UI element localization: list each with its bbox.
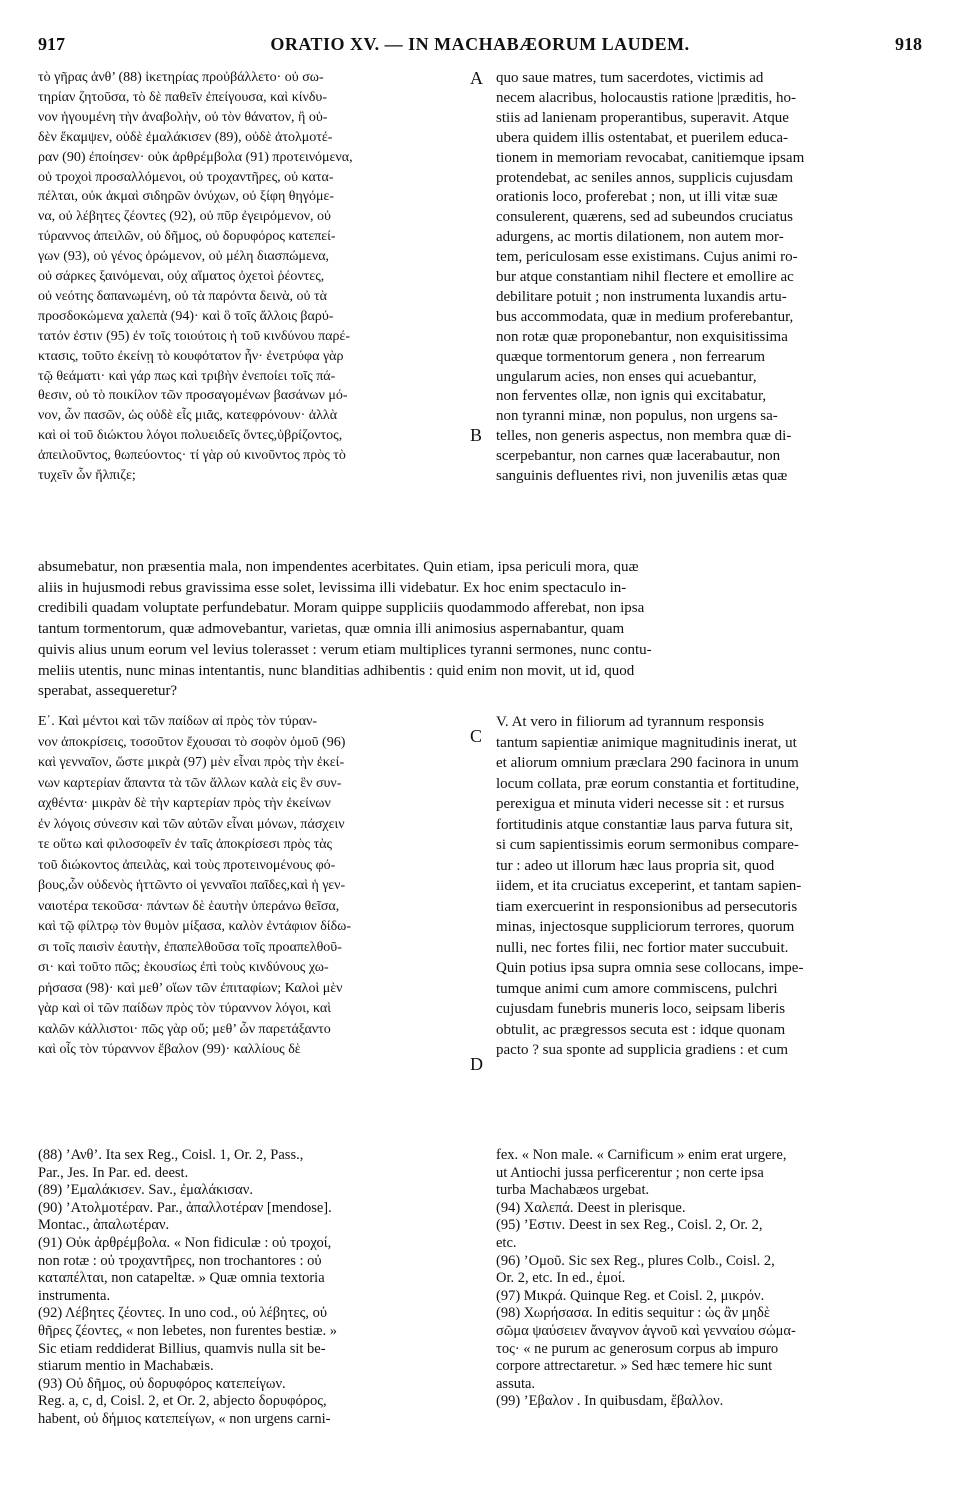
footnote-line: (92) Λέβητες ζέοντες. In uno cod., οὐ λέβητες, οὐ <box>38 1305 327 1322</box>
greek-text-line: νον ἡγουμένη τὴν ἀναβολὴν, οὐ τὸν θάνατον, ἢ οὐ- <box>38 109 328 125</box>
greek-text-line: γων (93), οὐ γένος ὁρώμενον, οὐ μέλη διασπώμενα, <box>38 249 330 265</box>
greek-text-line: ναιοτέρα τεκοῦσα· πάντων δὲ ἑαυτὴν ὑπεράνω θεῖσα, <box>38 898 340 914</box>
footnote-line: (98) Χωρήσασα. In editis sequitur : ὡς ἂν μηδὲ <box>496 1305 770 1322</box>
latin-text-line: minas, injectosque suppliciorum terrores, quorum <box>496 919 795 935</box>
greek-text-line: ἀπειλοῦντος, θωπεύοντος· τί γὰρ οὐ κινοῦντος πρὸς τὸ <box>38 448 346 464</box>
latin-text-line: non ferventes ollæ, non ignis qui excitabatur, <box>496 388 767 405</box>
latin-text-line: adurgens, ac mortis dilationem, non autem mor- <box>496 229 784 246</box>
greek-text-line: τὸ γῆρας ἀνθ’ (88) ἱκετηρίας προὐβάλλετο· οὐ σω- <box>38 70 324 85</box>
latin-text-line: telles, non generis aspectus, non membra quæ di- <box>496 428 792 445</box>
latin-text-line: quæque tormentorum genera , non ferrearum <box>496 348 766 365</box>
latin-text-line: ubera quidem illis ostentabat, et puerilem educa- <box>496 129 788 146</box>
footnote-line: σῶμα ψαύσειεν ἄναγνον ἁγνοῦ καὶ γενναίου σώμα- <box>496 1323 796 1339</box>
footnote-line: (96) ’Ομοῦ. Sic sex Reg., plures Colb., Coisl. 2, <box>496 1252 775 1269</box>
latin-text-line: absumebatur, non præsentia mala, non impendentes acerbitates. Quin etiam, ipsa periculi mora, quæ <box>38 559 639 575</box>
latin-text-line: tumque animi cum amore commiscens, pulchri <box>496 980 778 997</box>
greek-text-line: οὐ τροχοὶ προσαλλόμενοι, οὐ τροχαντῆρες, οὐ κατα- <box>38 169 334 185</box>
latin-text-line: iidem, et ita cruciatus exceperint, et tantam sapien- <box>496 878 802 894</box>
section-marker-d: D <box>470 1054 483 1074</box>
footnote-line: assuta. <box>496 1375 536 1392</box>
greek-text-line: καὶ οἷς τὸν τύραννον ἔβαλον (99)· καλλίους δὲ <box>38 1042 301 1057</box>
greek-text-line: νον, ὧν πασῶν, ὡς οὐδὲ εἷς μιᾶς, κατεφρόνουν· ἀλλὰ <box>38 408 338 424</box>
greek-text-line: κτασις, τοῦτο ἐκείνῃ τὸ κουφότατον ἦν· ἐνετρύφα γὰρ <box>38 348 344 364</box>
latin-text-line: V. At vero in filiorum ad tyrannum responsis <box>496 714 765 730</box>
latin-text-line: cujusdam funebris muneris loco, seipsam liberis <box>496 1001 786 1017</box>
latin-text-line: tur : adeo ut illorum hæc laus propria sit, quod <box>496 857 775 874</box>
latin-text-line: sperabat, assequeretur? <box>38 683 178 700</box>
latin-text-line: quo saue matres, tum sacerdotes, victimis ad <box>496 70 764 86</box>
greek-text-line: γὰρ καὶ οἱ τῶν παίδων πρὸς τὸν τύραννον λόγοι, καὶ <box>38 1001 331 1016</box>
greek-text-line: δὲν ἔκαμψεν, οὐδὲ ἐμαλάκισεν (89), οὐδὲ ἀτολμοτέ- <box>38 129 333 145</box>
latin-text-line: tionem in memoriam revocabat, canitiemque ipsam <box>496 149 805 166</box>
latin-text-line: tantum sapientiæ animique magnitudinis inerat, ut <box>496 734 797 751</box>
footnote-line: Reg. a, c, d, Coisl. 2, et Or. 2, abjecto δορυφόρος, <box>38 1393 327 1410</box>
greek-text-line: ρήσασα (98)· καὶ μεθ’ οἵων τῶν ἐπιταφίων; Καλοὶ μὲν <box>38 980 343 996</box>
latin-text-line: meliis utentis, nunc minas intentantis, nunc blanditias adhibentis : quid enim non movit, ut id, quod <box>38 662 635 679</box>
footnote-line: corpore attrectaretur. » Sed hæc temere hic sunt <box>496 1358 773 1375</box>
footnote-line: (94) Χαλεπά. Deest in plerisque. <box>496 1199 686 1216</box>
footnote-line: (99) ’Εβαλον . In quibusdam, ἔβαλλον. <box>496 1393 724 1410</box>
running-title: ORATIO XV. — IN MACHABÆORUM LAUDEM. <box>270 34 690 54</box>
greek-text-line: τε οὕτω καὶ φιλοσοφεῖν ἐν ταῖς ἀποκρίσεσι πρὸς τὰς <box>38 837 333 852</box>
greek-text-line: οὐ σάρκες ξαινόμεναι, οὐχ αἵματος ὀχετοὶ ῥέοντες, <box>38 269 325 284</box>
footnote-line: turba Machabæos urgebat. <box>496 1182 650 1199</box>
latin-text-line: non rotæ quæ proponebantur, non exquisitissima <box>496 328 788 345</box>
footnote-line: Or. 2, etc. In ed., ἐμοί. <box>496 1270 626 1287</box>
footnote-line: non rotæ : οὐ τροχαντῆρες, non trochantores : οὐ <box>38 1252 322 1269</box>
latin-text-line: ungularum acies, non enses qui acuebantur, <box>496 368 757 385</box>
latin-text-line: si cum sapientissimis eorum sermonibus compare- <box>496 837 799 853</box>
latin-text-line: fortitudinis atque constantiæ laus parva futura sit, <box>496 816 794 833</box>
greek-text-line: τῷ θεάματι· καὶ γάρ πως καὶ τριβὴν ἐνεποίει τοῖς πά- <box>38 368 336 384</box>
section-marker-b: B <box>470 425 483 445</box>
latin-text-line: sanguinis defluentes rivi, non juvenilis ætas quæ <box>496 468 788 484</box>
footnote-line: (88) ’Ανθ’. Ita sex Reg., Coisl. 1, Or. 2, Pass., <box>38 1147 304 1163</box>
footnote-line: stiarum mentio in Machabæis. <box>38 1358 214 1375</box>
greek-text-line: ραν (90) ἐποίησεν· οὐκ ἀρθρέμβολα (91) προτεινόμενα, <box>38 149 353 165</box>
latin-text-line: bur atque constantiam nihil flectere et emollire ac <box>496 269 794 285</box>
greek-text-line: αχθέντα· μικρὰν δὲ τὴν καρτερίαν πρὸς τὴν ἐκείνων <box>38 796 331 811</box>
footnote-line: θῆρες ζέοντες, « non lebetes, non furentes bestiæ. » <box>38 1323 338 1339</box>
greek-text-line: ἐν λόγοις σύνεσιν καὶ τῶν αὐτῶν εἶναι μόνων, πάσχειν <box>38 816 345 832</box>
footnote-line: Montac., ἀπαλωτέραν. <box>38 1217 170 1234</box>
latin-text-line: consulerent, quærens, sed ad subeundos cruciatus <box>496 209 794 226</box>
running-header <box>38 34 922 58</box>
latin-text-line: Quin potius ipsa supra omnia sese collocans, impe- <box>496 960 804 976</box>
greek-text-line: να, οὐ λέβητες ζέοντες (92), οὐ πῦρ ἐγειρόμενον, οὐ <box>38 209 331 225</box>
page-number-right: 918 <box>895 34 922 54</box>
latin-text-line: perexigua et minuta videri necesse sit : et rursus <box>496 796 785 812</box>
latin-text-line: bus accommodata, quæ in medium proferebantur, <box>496 308 794 325</box>
footnote-line: τος· « ne purum ac generosum corpus ab impuro <box>496 1340 779 1357</box>
latin-text-line: aliis in hujusmodi rebus gravissima esse solet, levissima illi videbatur. Ex hoc enim spectaculo in- <box>38 579 627 596</box>
latin-text-line: tantum tormentorum, quæ admovebantur, varietas, quæ omnia illi animosius aspernabantur, quam <box>38 621 625 638</box>
section-marker-c: C <box>470 726 483 746</box>
greek-text-line: καὶ γενναῖον, ὥστε μικρὰ (97) μὲν εἶναι πρὸς τὴν ἐκεί- <box>38 755 345 770</box>
greek-text-line: προσδοκώμενα χαλεπὰ (94)· καὶ ὃ τοῖς ἄλλοις βαρύ- <box>38 308 334 324</box>
greek-text-line: Ε΄. Καὶ μέντοι καὶ τῶν παίδων αἱ πρὸς τὸν τύραν- <box>38 714 318 729</box>
footnote-line: (90) ’Ατολμοτέραν. Par., ἀπαλλοτέραν [mendose]. <box>38 1199 332 1216</box>
greek-text-line: τυχεῖν ὧν ἤλπιζε; <box>38 468 136 483</box>
greek-text-line: τοῦ διώκοντος ἀπειλὰς, καὶ τοὺς προτεινομένους φό- <box>38 857 336 873</box>
greek-text-line: τατόν ἐστιν (95) ἐν τοῖς τοιούτοις ἡ τοῦ κινδύνου παρέ- <box>38 328 351 344</box>
latin-text-line: quivis alius unum eorum vel levius tolerasset : verum etiam multiplices tyranni sermones, nunc contu- <box>38 641 652 658</box>
latin-text-line: orationis loco, proferebat ; non, ut illi vitæ suæ <box>496 189 778 206</box>
footnote-line: Sic etiam reddiderat Billius, quamvis nulla sit be- <box>38 1340 326 1357</box>
footnote-line: etc. <box>496 1235 517 1251</box>
footnote-line: ut Antiochi jussa perficerentur ; non certe ipsa <box>496 1164 764 1181</box>
greek-text-line: τύραννος ἀπειλῶν, οὐ δῆμος, οὐ δορυφόρος κατεπεί- <box>38 229 336 245</box>
greek-text-line: καὶ οἱ τοῦ διώκτου λόγοι πολυειδεῖς ὄντες,ὑβρίζοντος, <box>38 428 343 444</box>
latin-text-line: scerpebantur, non carnes quæ lacerabautur, non <box>496 448 781 465</box>
greek-text-line: βους,ὧν οὐδενὸς ἡττῶντο οἱ γενναῖοι παῖδες,καὶ ἡ γεν- <box>38 878 346 893</box>
latin-text-line: locum collata, præ eorum constantia et fortitudine, <box>496 775 800 792</box>
latin-text-line: non tyranni minæ, non populus, non urgens sa- <box>496 408 778 425</box>
footnote-line: (89) ’Εμαλάκισεν. Sav., ἐμαλάκισαν. <box>38 1182 253 1199</box>
greek-text-line: θεσιν, οὐ τὸ ποικίλον τῶν προσαγομένων βασάνων μό- <box>38 388 348 404</box>
greek-text-line: καλῶν κάλλιστοι· πῶς γὰρ οὔ; μεθ’ ὧν παρετάξαντο <box>38 1021 331 1037</box>
greek-text-line: οὐ νεότης δαπανωμένη, οὐ τὰ παρόντα δεινὰ, οὐ τὰ <box>38 288 327 304</box>
footnote-line: fex. « Non male. « Carnificum » enim erat urgere, <box>496 1147 787 1163</box>
footnote-line: instrumenta. <box>38 1287 111 1304</box>
section-marker-a: A <box>470 68 483 88</box>
latin-text-line: tiam exercuerint in responsionibus ad persecutoris <box>496 898 798 915</box>
greek-text-line: νων καρτερίαν ἅπαντα τὰ τῶν ἄλλων καλὰ εἰς ἓν συν- <box>38 775 342 791</box>
footnote-line: καταπέλται, non catapeltæ. » Quæ omnia textoria <box>38 1270 325 1287</box>
greek-text-line: σι τοῖς παισὶν ἑαυτὴν, ἐπαπελθοῦσα τοῖς προαπελθοῦ- <box>38 939 342 955</box>
latin-text-line: credibili quadam voluptate perfundebatur. Moram quippe suppliciis quodammodo afferebat, non ipsa <box>38 600 645 617</box>
footnote-line: (95) ’Εστιν. Deest in sex Reg., Coisl. 2, Or. 2, <box>496 1217 763 1234</box>
latin-text-line: tem, periculosam esse existimans. Cujus animi ro- <box>496 249 798 266</box>
latin-text-line: et aliorum omnium præclara 290 facinora in unum <box>496 755 799 771</box>
latin-text-line: obtulit, ac prægressos secuta est : idque quonam <box>496 1021 786 1038</box>
latin-text-line: pacto ? sua sponte ad supplicia gradiens : et cum <box>496 1042 788 1058</box>
latin-text-line: necem alacribus, holocaustis ratione |præditis, ho- <box>496 89 797 106</box>
latin-text-line: nulli, nec fortes filii, nec fortior mater succubuit. <box>496 939 789 956</box>
footnote-line: (93) Οὐ δῆμος, οὐ δορυφόρος κατεπείγων. <box>38 1375 286 1392</box>
page-number-left: 917 <box>38 34 65 54</box>
footnote-line: habent, οὐ δήμιος κατεπείγων, « non urgens carni- <box>38 1411 331 1427</box>
greek-text-line: καὶ τῷ φίλτρῳ τὸν θυμὸν μίξασα, καλὸν ἐντάφιον δίδω- <box>38 919 352 934</box>
footnote-line: (97) Μικρά. Quinque Reg. et Coisl. 2, μικρόν. <box>496 1287 765 1304</box>
latin-text-line: protendebat, ac seniles annos, supplicis cujusdam <box>496 169 794 186</box>
latin-text-line: stiis ad lanienam properantibus, superavit. Atque <box>496 109 789 126</box>
footnote-line: Par., Jes. In Par. ed. deest. <box>38 1164 189 1181</box>
footnote-line: (91) Οὐκ ἀρθρέμβολα. « Non fidiculæ : οὐ τροχοί, <box>38 1235 332 1251</box>
greek-text-line: τηρίαν ζητοῦσα, τὸ δὲ παθεῖν ἐπείγουσα, καὶ κίνδυ- <box>38 89 328 105</box>
greek-text-line: πέλται, οὐκ ἀκμαὶ σιδηρῶν ὀνύχων, οὐ ξίφη θηγόμε- <box>38 189 335 205</box>
latin-text-line: debilitare potuit ; non instrumenta luxandis artu- <box>496 288 787 305</box>
greek-text-line: σι· καὶ τοῦτο πῶς; ἑκουσίως ἐπὶ τοὺς κινδύνους χω- <box>38 960 329 975</box>
greek-text-line: νον ἀποκρίσεις, τοσοῦτον ἔχουσαι τὸ σοφὸν ὁμοῦ (96) <box>38 734 346 750</box>
